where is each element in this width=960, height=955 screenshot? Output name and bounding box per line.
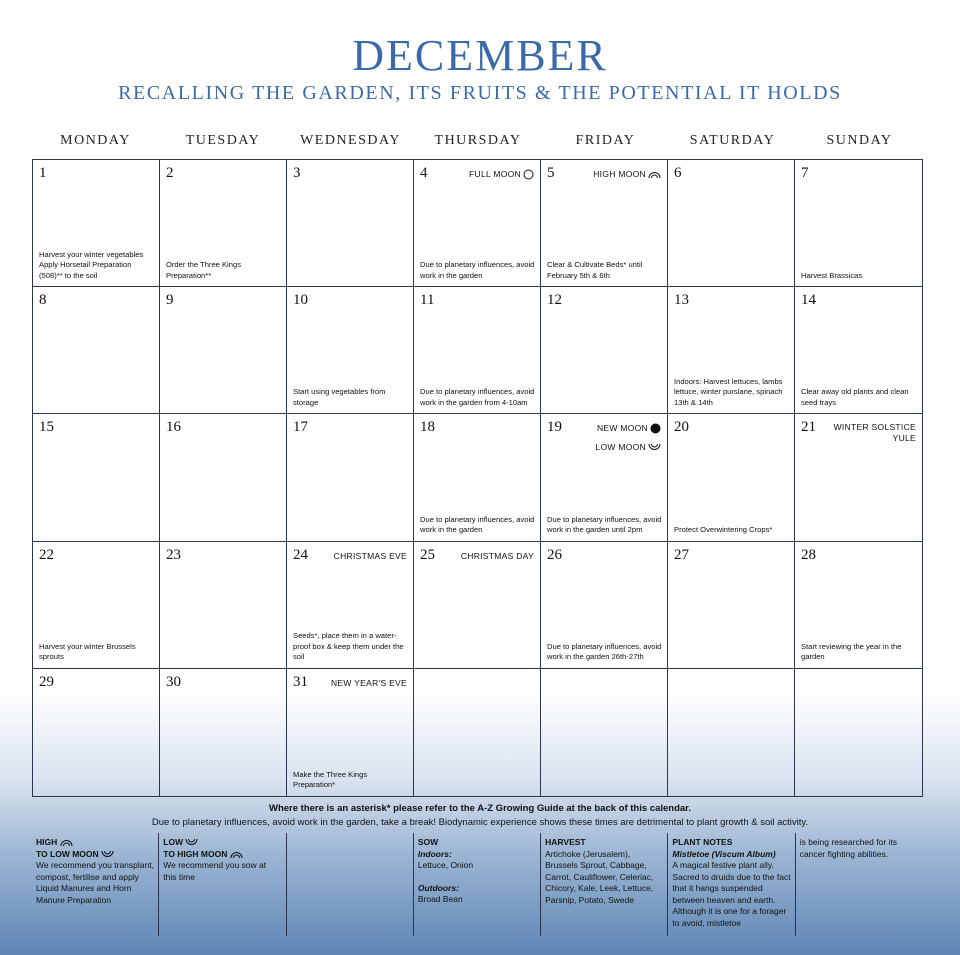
marker-label: NEW MOON [596,423,648,434]
day-cell[interactable] [795,160,922,287]
marker-label: LOW MOON [595,442,646,453]
day-cell[interactable] [33,287,160,414]
legend-body: We recommend you sow at this time [163,860,267,882]
day-note: Order the Three Kings Preparation** [166,260,241,280]
legend-body: We recommend you transplant, compost, fertilise and apply Liquid Manures and Horn Manure Preparation [36,860,154,905]
day-cell[interactable] [414,414,541,541]
day-cell[interactable] [287,287,414,414]
empty-cell [414,669,541,796]
legend-head: HIGH [36,837,58,847]
day-number: 17 [293,419,308,436]
day-number: 5 [547,165,555,181]
day-cell[interactable] [287,160,414,287]
day-cell[interactable] [795,414,922,541]
marker-label: FULL MOON [469,169,521,179]
day-number: 10 [293,292,308,309]
low-moon-icon [185,838,198,847]
day-number: 1 [39,165,47,181]
high-moon-icon [60,838,73,847]
asterisk-footnote: Where there is an asterisk* please refer to the A-Z Growing Guide at the back of this calendar. [269,803,691,814]
calendar-grid [32,159,923,797]
weekday-tuesday: TUESDAY [185,133,261,148]
weekday-sunday: SUNDAY [826,133,893,148]
day-number: 18 [420,419,435,436]
weekday-monday: MONDAY [60,133,131,148]
day-number: 27 [674,546,689,563]
day-number: 26 [547,546,562,563]
empty-cell [541,669,668,796]
day-cell[interactable] [668,414,795,541]
marker-label: YULE [892,433,916,444]
high-moon-icon [230,850,243,859]
day-number: 2 [166,165,174,181]
day-number: 31 [293,673,308,690]
new-moon-icon [650,423,661,434]
day-cell[interactable] [795,287,922,414]
day-note: Due to planetary influences, avoid work in the garden [420,260,535,280]
day-number: 20 [674,419,689,436]
day-number: 21 [801,419,816,436]
weekday-thursday: THURSDAY [434,133,522,148]
day-note: Due to planetary influences, avoid work in the garden until 2pm [547,514,662,535]
day-number: 16 [166,419,181,436]
day-cell[interactable] [160,542,287,669]
legend-plant-notes [668,833,795,936]
day-cell[interactable] [160,414,287,541]
day-number: 15 [39,419,54,436]
day-cell[interactable] [414,160,541,287]
day-number: 14 [801,292,816,309]
moon-marker [593,169,661,180]
legend-empty [287,833,414,936]
day-note: Harvest Brassicas [801,270,863,280]
weekday-saturday: SATURDAY [689,133,776,148]
sow-outdoors-label: Outdoors: [417,882,459,893]
moon-marker [469,169,534,180]
day-cell[interactable] [33,669,160,796]
day-cell[interactable] [541,160,668,287]
day-number: 19 [547,419,562,436]
day-note: Harvest your winter Brussels sprouts [39,641,136,662]
day-note: Indoors: Harvest lettuces, lambs lettuce, winter purslane, spinach 13th & 14th [674,376,783,407]
low-moon-icon [648,443,661,452]
day-number: 29 [39,673,54,690]
holiday-marker: CHRISTMAS DAY [460,550,534,561]
day-cell[interactable] [541,414,668,541]
plant-notes-continued: is being researched for its cancer fighting abilities. [799,837,898,859]
day-note: Due to planetary influences, avoid work in the garden 26th-27th [547,641,662,662]
day-note: Start reviewing the year in the garden [801,641,902,662]
day-cell[interactable] [668,287,795,414]
day-note [39,250,154,282]
day-note: Clear away old plants and clean seed trays [801,387,909,407]
legend-harvest [541,833,668,936]
day-note: Seeds*, place them in a water-proof box & keep them under the soil [293,631,404,662]
day-note: Make the Three Kings Preparation* [293,769,368,790]
legend-sow [414,833,541,936]
moon-marker [595,442,661,453]
low-moon-icon [101,850,114,859]
sow-head: SOW [417,837,439,847]
weekday-friday: FRIDAY [575,133,636,148]
sow-outdoors: Broad Bean [417,894,463,904]
day-number: 8 [39,292,47,309]
page-subtitle: RECALLING THE GARDEN, ITS FRUITS & THE POTENTIAL IT HOLDS [118,82,842,104]
empty-cell [795,669,922,796]
note-line: Harvest your winter vegetables [39,249,144,259]
planetary-footnote: Due to planetary influences, avoid work in the garden, take a break! Biodynamic experience shows these times are detrimental to plant growth & soil activity. [151,817,809,828]
day-number: 4 [420,165,428,181]
day-cell[interactable] [414,287,541,414]
day-cell[interactable] [541,542,668,669]
day-number: 12 [547,292,562,309]
day-cell[interactable] [33,542,160,669]
day-number: 24 [293,546,308,563]
day-number: 9 [166,292,174,309]
day-note: Due to planetary influences, avoid work in the garden from 4-10am [420,387,535,407]
holiday-marker: NEW YEAR'S EVE [330,677,407,688]
day-cell[interactable] [795,542,922,669]
legend-low-to-high [159,833,286,936]
empty-cell [668,669,795,796]
plant-notes-sub: Mistletoe (Viscum Album) [672,848,776,859]
day-cell[interactable] [33,414,160,541]
page-title: DECEMBER [352,31,608,80]
day-number: 3 [293,165,301,181]
day-cell[interactable] [414,542,541,669]
day-cell[interactable] [668,542,795,669]
day-number: 28 [801,546,816,563]
sow-indoors: Lettuce, Onion [417,860,474,870]
day-cell[interactable] [668,160,795,287]
marker-label: WINTER SOLSTICE [833,422,916,433]
day-cell[interactable] [160,287,287,414]
legend-high-to-low [32,833,159,936]
day-cell[interactable] [287,542,414,669]
day-number: 25 [420,546,435,563]
moon-marker [597,423,661,434]
day-number: 13 [674,292,689,309]
day-number: 30 [166,673,181,690]
harvest-body: Artichoke (Jerusalem), Brussels Sprout, Cabbage, Carrot, Cauliflower, Celeriac, Chicory, Kale, Leek, Lettuce, Parsnip, Potato, Swede [545,848,654,905]
note-line: Apply Horsetail Preparation (508)** to the soil [39,260,132,280]
day-number: 22 [39,546,54,563]
plant-notes-head: PLANT NOTES [672,837,733,847]
day-number: 11 [420,292,435,309]
holiday-marker [834,422,916,444]
high-moon-icon [648,170,661,179]
day-note: Clear & Cultivate Beds* until February 5th & 6th [547,260,643,280]
day-number: 23 [166,546,181,563]
plant-notes-body: A magical festive plant ally. Sacred to druids due to the fact that it hangs suspended between heaven and earth. Although it is one for a forager to avoid, mistletoe [672,860,791,928]
legend-head: LOW [163,837,184,847]
harvest-head: HARVEST [545,837,586,847]
day-number: 6 [674,165,682,181]
legend-plant-notes-continued [796,833,923,936]
day-note: Due to planetary influences, avoid work in the garden [420,514,535,535]
day-cell[interactable] [287,669,414,796]
day-cell[interactable] [287,414,414,541]
legend-head: TO HIGH MOON [163,848,228,859]
day-cell[interactable] [160,669,287,796]
day-cell[interactable] [160,160,287,287]
footer-legend [32,833,923,936]
day-number: 7 [801,165,809,181]
marker-label: HIGH MOON [593,169,646,179]
sow-indoors-label: Indoors: [417,848,452,859]
day-cell[interactable] [541,287,668,414]
day-cell[interactable] [33,160,160,287]
legend-head: TO LOW MOON [36,848,99,859]
holiday-marker: CHRISTMAS EVE [333,550,407,561]
weekday-wednesday: WEDNESDAY [300,133,401,148]
full-moon-icon [523,169,534,180]
day-note: Protect Overwintering Crops* [674,525,773,535]
day-note: Start using vegetables from storage [293,387,386,407]
